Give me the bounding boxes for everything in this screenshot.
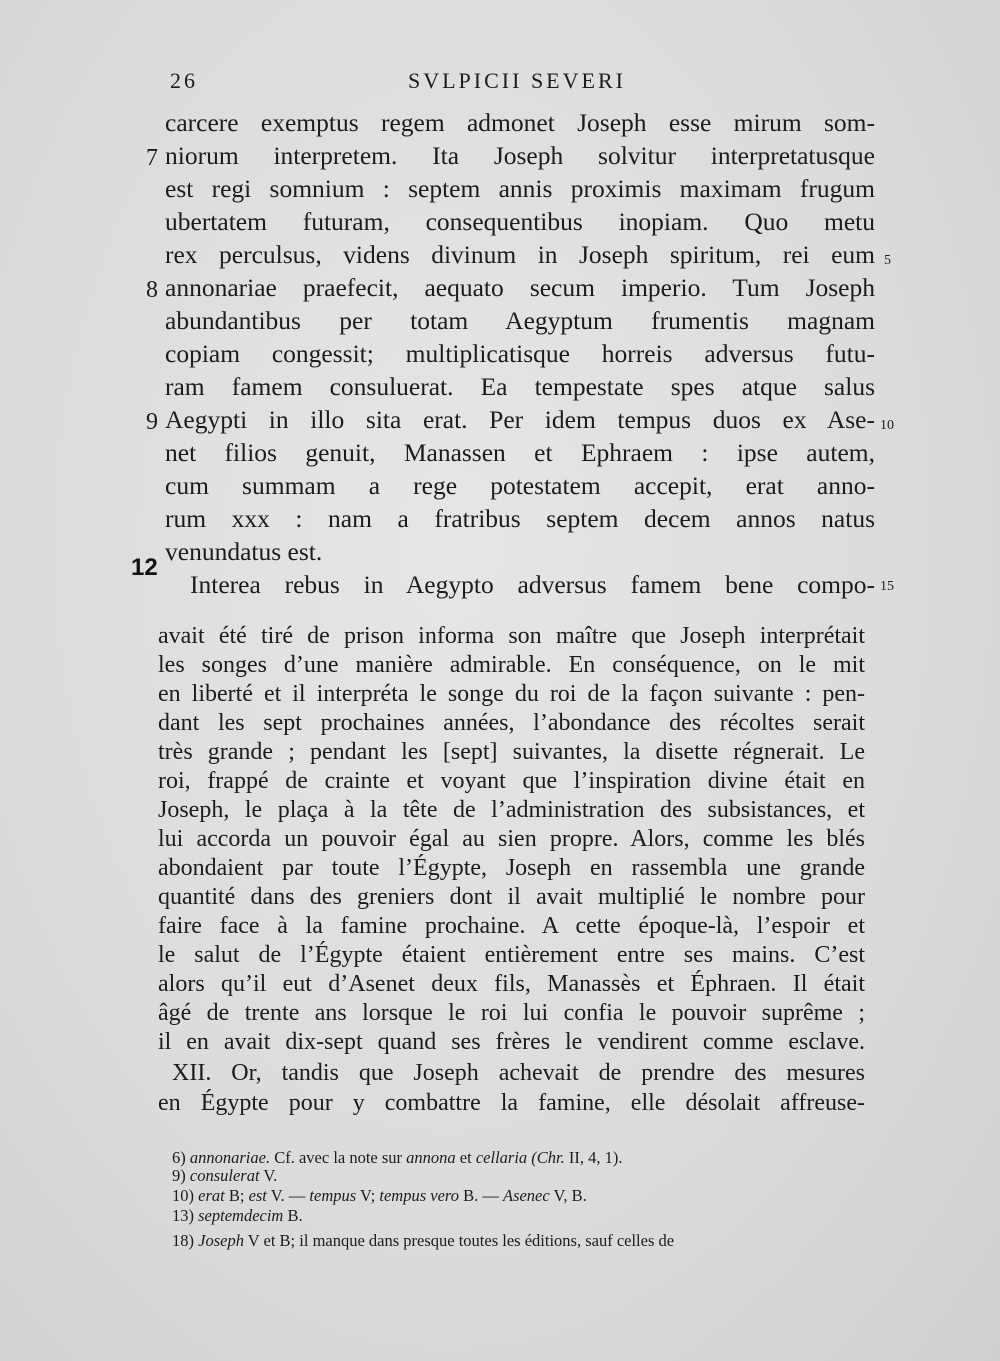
footnote-number: 9) — [172, 1166, 186, 1185]
french-line: abondaient par toute l’Égypte, Joseph en rassembla une grande — [158, 855, 865, 881]
footnote-text: V et B; il manque dans presque toutes les éditions, sauf celles de — [243, 1231, 675, 1250]
latin-line: net filios genuit, Manassen et Ephraem : ipse autem, — [165, 438, 875, 467]
footnote-number: 6) — [172, 1148, 186, 1167]
french-line: roi, frappé de crainte et voyant que l’inspiration divine était en — [158, 768, 865, 794]
latin-line: ram famem consuluerat. Ea tempestate spes atque salus — [165, 372, 875, 401]
footnote-italic: cellaria (Chr. — [475, 1148, 565, 1167]
line-number: 10 — [880, 418, 894, 433]
french-line: XII. Or, tandis que Joseph achevait de prendre des mesures — [172, 1060, 865, 1086]
footnote — [172, 1208, 303, 1225]
french-line: âgé de trente ans lorsque le roi lui confia le pouvoir suprême ; — [158, 1000, 865, 1026]
latin-line: abundantibus per totam Aegyptum frumentis magnam — [165, 306, 875, 335]
verse-number: 9 — [146, 409, 158, 435]
latin-line: rex perculsus, videns divinum in Joseph spiritum, rei eum — [165, 240, 875, 269]
footnote-italic: tempus vero — [379, 1186, 459, 1205]
french-line: quantité dans des greniers dont il avait multiplié le nombre pour — [158, 884, 865, 910]
latin-line: ubertatem futuram, consequentibus inopiam. Quo metu — [165, 207, 875, 236]
french-line: alors qu’il eut d’Asenet deux fils, Manassès et Éphraen. Il était — [158, 971, 865, 997]
footnote-text: et — [455, 1148, 476, 1167]
latin-line: venundatus est. — [165, 537, 323, 566]
footnote-number: 10) — [172, 1186, 194, 1205]
french-line: en liberté et il interpréta le songe du roi de la façon suivante : pen- — [158, 681, 865, 707]
french-line: Joseph, le plaça à la tête de l’administration des subsistances, et — [158, 797, 865, 823]
french-line: en Égypte pour y combattre la famine, elle désolait affreuse- — [158, 1090, 865, 1116]
latin-line: annonariae praefecit, aequato secum imperio. Tum Joseph — [165, 273, 875, 302]
running-title: SVLPICII SEVERI — [408, 68, 626, 93]
verse-number: 7 — [146, 145, 158, 171]
footnote-text: B. — [283, 1206, 303, 1225]
french-line: lui accorda un pouvoir égal au sien propre. Alors, comme les blés — [158, 826, 865, 852]
page-number: 26 — [170, 68, 198, 93]
footnote — [172, 1168, 277, 1185]
footnote-text: Cf. avec la note sur — [270, 1148, 407, 1167]
footnote-number: 18) — [172, 1231, 194, 1250]
latin-line: Interea rebus in Aegypto adversus famem bene compo- — [190, 570, 875, 599]
latin-line: est regi somnium : septem annis proximis maximam frugum — [165, 174, 875, 203]
footnote-text: V; — [356, 1186, 380, 1205]
footnote-text: B. — — [458, 1186, 503, 1205]
french-line: dant les sept prochaines années, l’abondance des récoltes serait — [158, 710, 865, 736]
latin-line: copiam congessit; multiplicatisque horreis adversus futu- — [165, 339, 875, 368]
footnote-text: V. — — [266, 1186, 310, 1205]
footnote — [172, 1150, 623, 1167]
latin-line: carcere exemptus regem admonet Joseph esse mirum som- — [165, 108, 875, 137]
chapter-number: 12 — [131, 554, 158, 581]
french-line: faire face à la famine prochaine. A cette époque-là, l’espoir et — [158, 913, 865, 939]
latin-line: niorum interpretem. Ita Joseph solvitur interpretatusque — [165, 141, 875, 170]
french-line: avait été tiré de prison informa son maître que Joseph interprétait — [158, 623, 865, 649]
latin-line: cum summam a rege potestatem accepit, erat anno- — [165, 471, 875, 500]
footnote-lemma: annonariae. — [189, 1148, 271, 1167]
footnote-italic: tempus — [309, 1186, 357, 1205]
line-number: 5 — [884, 253, 891, 268]
footnote-text: II, 4, 1). — [564, 1148, 623, 1167]
footnote-number: 13) — [172, 1206, 194, 1225]
footnote — [172, 1188, 587, 1205]
footnote-italic: Asenec — [502, 1186, 550, 1205]
footnote-italic: est — [248, 1186, 267, 1205]
footnote-lemma: septemdecim — [198, 1206, 284, 1225]
footnote-lemma: erat — [198, 1186, 225, 1205]
french-line: le salut de l’Égypte étaient entièrement entre ses mains. C’est — [158, 942, 865, 968]
footnote-text: B; — [224, 1186, 249, 1205]
footnote-lemma: consulerat — [189, 1166, 260, 1185]
footnote-text: V. — [259, 1166, 278, 1185]
footnote-lemma: Joseph — [198, 1231, 244, 1250]
footnote-italic: annona — [406, 1148, 456, 1167]
french-line: il en avait dix-sept quand ses frères le vendirent comme esclave. — [158, 1029, 865, 1055]
latin-line: rum xxx : nam a fratribus septem decem annos natus — [165, 504, 875, 533]
footnote — [172, 1233, 674, 1250]
french-line: très grande ; pendant les [sept] suivantes, la disette régnerait. Le — [158, 739, 865, 765]
french-line: les songes d’une manière admirable. En conséquence, on le mit — [158, 652, 865, 678]
footnote-text: V, B. — [549, 1186, 587, 1205]
verse-number: 8 — [146, 277, 158, 303]
latin-line: Aegypti in illo sita erat. Per idem tempus duos ex Ase- — [165, 405, 875, 434]
line-number: 15 — [880, 579, 894, 594]
